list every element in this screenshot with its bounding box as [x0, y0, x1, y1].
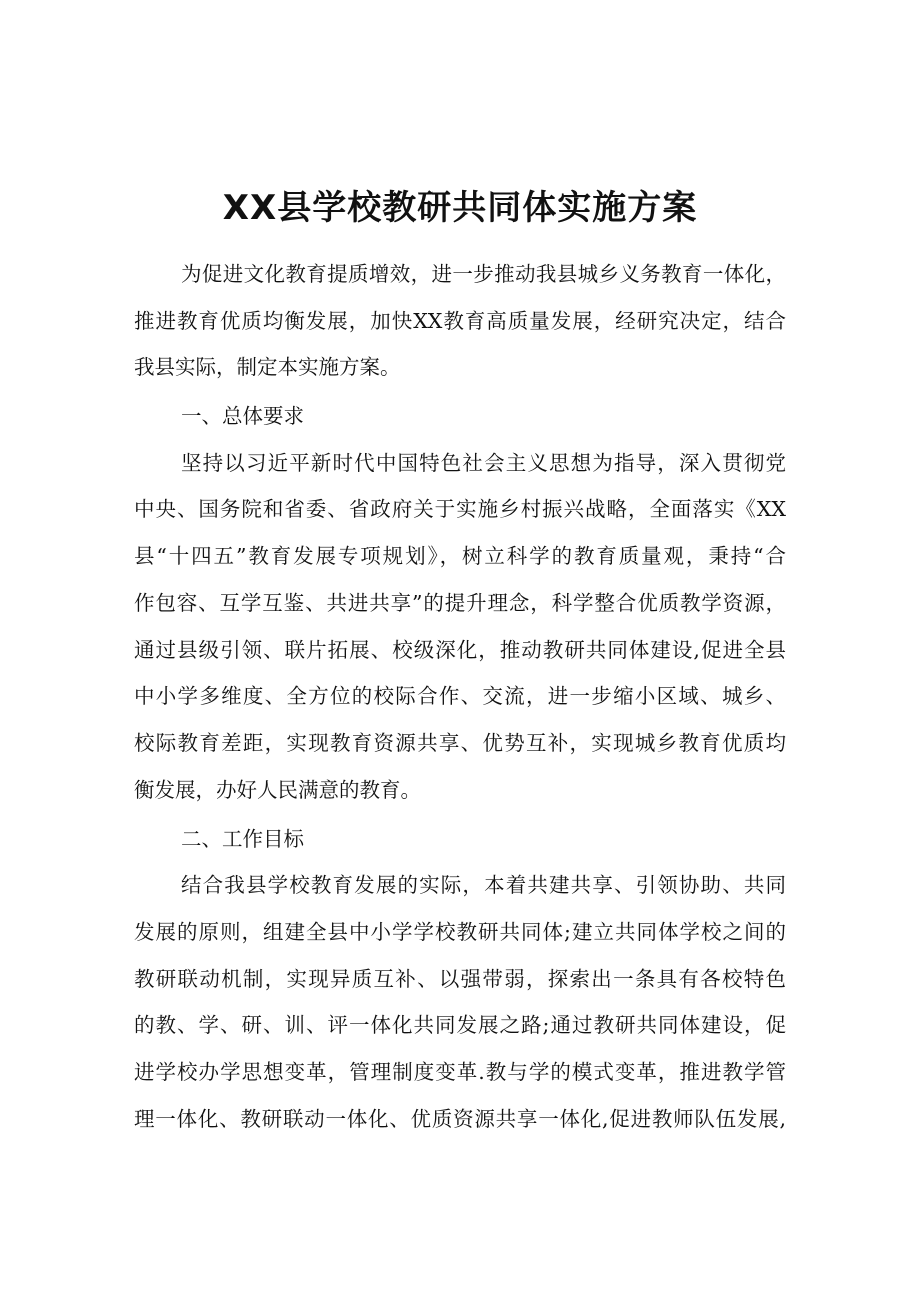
section1-line: 校际教育差距，实现教育资源共享、优势互补，实现城乡教育优质均	[134, 731, 786, 755]
intro-line: 我县实际，制定本实施方案。	[134, 355, 401, 379]
section1-line: 作包容、互学互鉴、共进共享”的提升理念，科学整合优质教学资源，	[134, 591, 786, 615]
section1-line: 县“十四五”教育发展专项规划》，树立科学的教育质量观，秉持“合	[134, 544, 786, 568]
section2-line: 教研联动机制，实现异质互补、以强带弱，探索出一条具有各校特色	[134, 967, 786, 991]
section2-line: 理一体化、教研联动一体化、优质资源共享一体化,促进教师队伍发展,	[134, 1107, 786, 1131]
section1-line: 中小学多维度、全方位的校际合作、交流，进一步缩小区域、城乡、	[134, 684, 786, 708]
section1-line: 通过县级引领、联片拓展、校级深化，推动教研共同体建设,促进全县	[134, 638, 786, 662]
document-title: XX县学校教研共同体实施方案	[222, 188, 698, 228]
section2-line: 的教、学、研、训、评一体化共同发展之路;通过教研共同体建设，促	[134, 1013, 786, 1037]
section2-line: 进学校办学思想变革，管理制度变革.教与学的模式变革，推进教学管	[134, 1060, 786, 1084]
section2-line: 结合我县学校教育发展的实际，本着共建共享、引领协助、共同	[181, 873, 786, 897]
section1-line: 中央、国务院和省委、省政府关于实施乡村振兴战略，全面落实《XX	[134, 497, 786, 521]
section1-line: 衡发展，办好人民满意的教育。	[134, 778, 421, 802]
intro-line: 推进教育优质均衡发展，加快XX教育高质量发展，经研究决定，结合	[134, 309, 786, 333]
section2-line: 发展的原则，组建全县中小学学校教研共同体;建立共同体学校之间的	[134, 920, 786, 944]
section-heading-general-requirements: 一、总体要求	[181, 404, 304, 428]
section1-line: 坚持以习近平新时代中国特色社会主义思想为指导，深入贯彻党	[181, 451, 786, 475]
intro-line: 为促进文化教育提质增效，进一步推动我县城乡义务教育一体化，	[181, 262, 786, 286]
section-heading-work-goals: 二、工作目标	[181, 827, 304, 851]
